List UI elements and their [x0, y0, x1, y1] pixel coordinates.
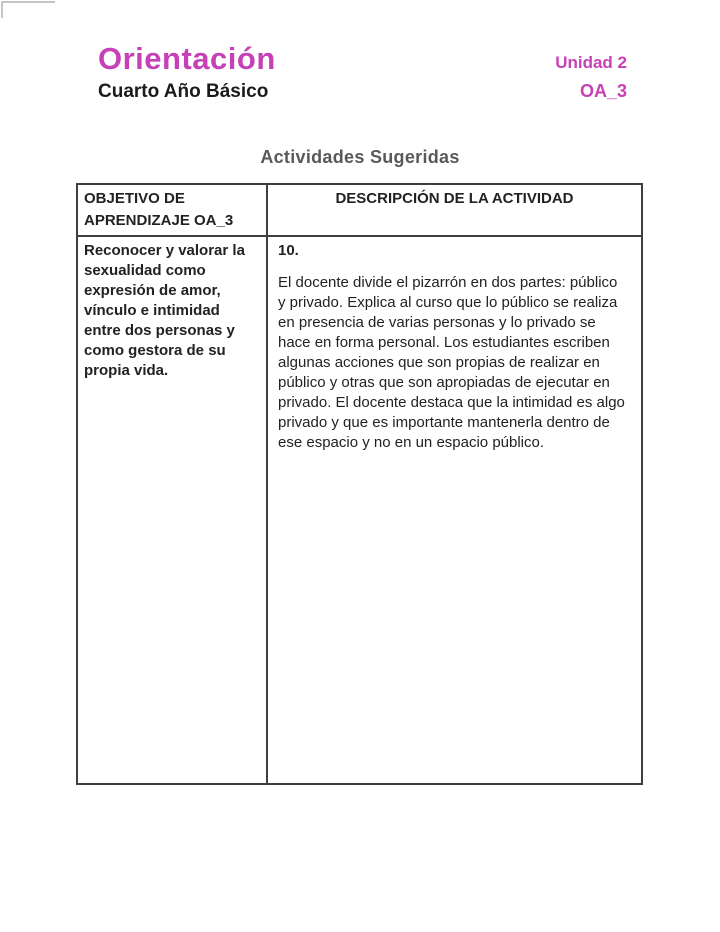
oa-label: OA_3 [579, 81, 627, 101]
objective-cell [77, 236, 267, 784]
document-title: Orientación [98, 41, 276, 76]
activity-description: El docente divide el pizarrón en dos partes: público y privado. Explica al curso que lo público se realiza en presencia de varias personas y lo privado se hace en forma personal. Los estudiantes escriben algunas acciones que son propias de realizar en público y otras que son apropiadas de ejecutar en privado. El docente destaca que la intimidad es algo privado y que es importante mantenerla dentro de ese espacio y no en un espacio público. [278, 274, 625, 451]
document-header [98, 42, 276, 103]
activity-number: 10. [278, 242, 299, 259]
table-header-row [77, 184, 642, 236]
activities-table [76, 183, 643, 785]
table-row [77, 236, 642, 784]
description-cell [267, 236, 642, 784]
column-header-objective: OBJETIVO DE APRENDIZAJE OA_3 [77, 184, 267, 236]
unit-header [555, 53, 627, 102]
scan-corner-mark [1, 1, 55, 18]
column-header-description: DESCRIPCIÓN DE LA ACTIVIDAD [267, 184, 642, 236]
document-subtitle: Cuarto Año Básico [98, 81, 269, 102]
section-title: Actividades Sugeridas [260, 147, 460, 167]
unit-label: Unidad 2 [555, 53, 627, 72]
objective-text: Reconocer y valorar la sexualidad como expresión de amor, vínculo e intimidad entre dos personas y como gestora de su propia vida. [84, 242, 245, 379]
